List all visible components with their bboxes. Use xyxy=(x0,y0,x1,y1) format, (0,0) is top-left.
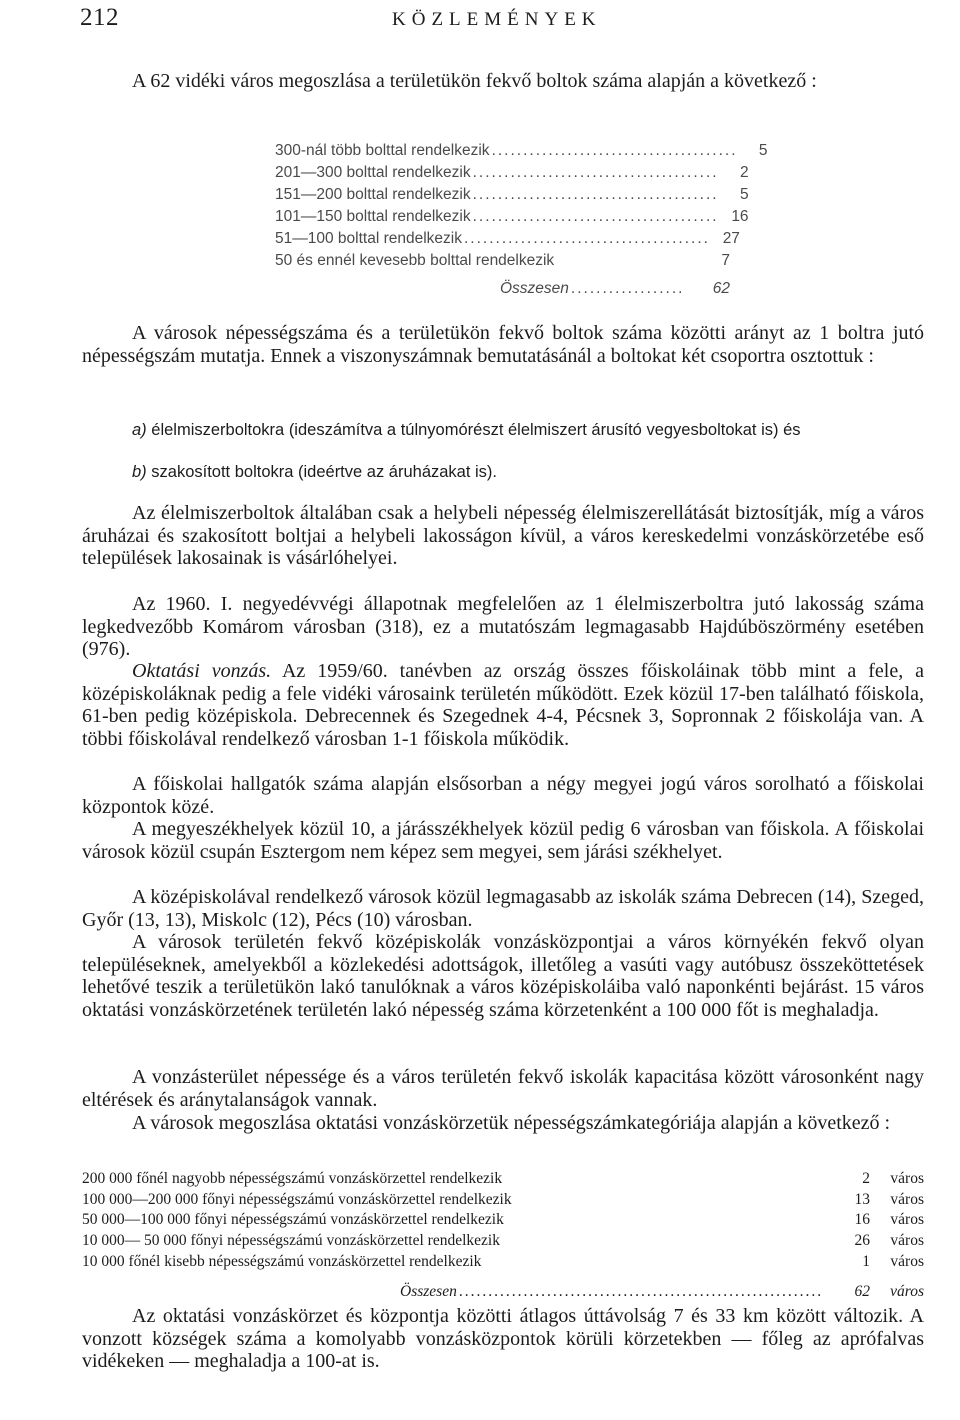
table-row xyxy=(275,142,768,164)
section-run-in-title: Oktatási vonzás. xyxy=(132,660,272,682)
leader-dots: .................. xyxy=(570,280,685,297)
row-value: 26 xyxy=(854,1232,870,1250)
row-value: 5 xyxy=(758,142,768,159)
paragraph-population-ratio: A városok népességszáma és a területükön fekvő boltok száma közötti arányt az 1 boltra jutó népességszám mutatja. Ennek a viszonyszámnak bemutatásánál a boltokat két csoportra osztottuk : xyxy=(82,322,924,367)
row-label: 10 000 főnél kisebb népességszámú vonzáskörzettel rendelkezik xyxy=(82,1252,482,1270)
total-value: 62 xyxy=(854,1283,870,1301)
paragraph-college-students: A főiskolai hallgatók száma alapján elsősorban a négy megyei jogú város sorolható a főiskolai központok közé. xyxy=(82,773,924,818)
paragraph-distribution: A városok megoszlása oktatási vonzáskörzetük népességszámkategóriája alapján a következő : xyxy=(132,1112,891,1134)
paragraph-distance: Az oktatási vonzáskörzet és központja közötti átlagos úttávolság 7 és 33 km között változik. A vonzott községek száma a komolyabb vonzásközpontok körüli körzetekben — főleg az aprófalvas vidékeken — meghaladja a 100-at is. xyxy=(82,1305,924,1373)
paragraph-secondary-schools: A középiskolával rendelkező városok közül legmagasabb az iskolák száma Debrecen (14), Szeged, Győr (13, 13), Miskolc (12), Pécs (10) városban. xyxy=(82,886,924,931)
paragraph-text: Az 1959/60. tanévben az ország összes főiskoláinak több mint a fele, a középiskoláknak pedig a fele vidéki városaink területén működött. Ezek közül 17-ben található főiskola, 61-ben pedig középiskola. Debrecennek és Szegednek 4-4, Pécsnek 3, Sopronnak 2 főiskolája van. A többi főiskolával rendelkező városban 1-1 főiskola működik. xyxy=(82,660,924,750)
table-row xyxy=(275,186,749,208)
row-unit: város xyxy=(890,1232,924,1250)
table-row xyxy=(82,1232,924,1253)
row-label: 50 000—100 000 főnyi népességszámú vonzáskörzettel rendelkezik xyxy=(82,1211,504,1229)
row-value: 2 xyxy=(862,1170,870,1187)
total-label: Összesen xyxy=(400,1283,457,1301)
shop-count-table xyxy=(275,142,768,302)
row-unit: város xyxy=(890,1190,924,1208)
row-label: 200 000 főnél nagyobb népességszámú vonzáskörzettel rendelkezik xyxy=(82,1170,503,1187)
table-row xyxy=(82,1191,924,1212)
paragraph-education xyxy=(82,660,924,750)
catchment-table xyxy=(82,1170,924,1304)
table-row xyxy=(275,230,740,252)
row-label: 51—100 bolttal rendelkezik xyxy=(275,230,462,247)
list-text: élelmiszerboltokra (ideszámítva a túlnyomórészt élelmiszert árusító vegyesboltokat is) és xyxy=(151,421,801,439)
row-value: 7 xyxy=(721,252,730,269)
table-row xyxy=(275,252,730,274)
row-label: 100 000—200 000 főnyi népességszámú vonzáskörzettel rendelkezik xyxy=(82,1190,512,1208)
list-item-a xyxy=(82,420,924,441)
paragraph-catchment: A városok területén fekvő középiskolák vonzásközpontjai a város környékén fekvő olyan településeknek, amelyekből a közlekedési adottságok, illetőleg a vasúti vagy autóbusz összeköttetések lehetővé teszik a területükön lakó tanulóknak a város középiskoláiba való naponkénti bejárást. 15 város oktatási vonzáskörzetének területén lakó népesség száma körzetenként a 100 000 főt is meghaladja. xyxy=(82,931,924,1021)
row-unit: város xyxy=(890,1252,924,1270)
page-number: 212 xyxy=(80,4,119,31)
row-value: 16 xyxy=(731,208,749,225)
table-total-row xyxy=(275,280,730,302)
intro-paragraph: A 62 vidéki város megoszlása a területükön fekvő boltok száma alapján a következő : xyxy=(132,70,817,92)
row-unit: város xyxy=(890,1170,924,1187)
leader-dots: ....................................... xyxy=(463,230,710,247)
table-row xyxy=(275,164,749,186)
row-label: 50 és ennél kevesebb bolttal rendelkezik xyxy=(275,252,555,269)
leader-dots: ....................................... xyxy=(472,186,719,203)
leader-dots: ....................................... xyxy=(472,164,719,181)
row-value: 1 xyxy=(862,1252,870,1270)
leader-dots: ....................................... xyxy=(472,208,719,225)
list-marker: a) xyxy=(132,421,147,439)
row-value: 16 xyxy=(854,1211,870,1229)
table-row xyxy=(82,1253,924,1274)
running-title: KÖZLEMÉNYEK xyxy=(392,9,602,30)
paragraph-capacity: A vonzásterület népessége és a város területén fekvő iskolák kapacitása között városonként nagy eltérések és aránytalanságok vannak. xyxy=(82,1066,924,1111)
table-total-row xyxy=(82,1283,924,1304)
row-value: 27 xyxy=(722,230,740,247)
row-label: 300-nál több bolttal rendelkezik xyxy=(275,142,490,159)
leader-dots: .............................................................. xyxy=(458,1283,824,1301)
row-value: 13 xyxy=(854,1190,870,1208)
row-label: 101—150 bolttal rendelkezik xyxy=(275,208,471,225)
table-row xyxy=(275,208,749,230)
total-value: 62 xyxy=(712,280,730,297)
total-label: Összesen xyxy=(500,280,569,297)
list-item-b xyxy=(82,462,924,483)
row-value: 2 xyxy=(739,164,749,181)
paragraph-county-seats: A megyeszékhelyek közül 10, a járásszékhelyek közül pedig 6 városban van főiskola. A főiskolai városok közül csupán Esztergom nem képez sem megyei, sem járási székhelyet. xyxy=(82,818,924,863)
row-unit: város xyxy=(890,1211,924,1229)
table-row xyxy=(82,1170,924,1191)
page-header xyxy=(80,4,925,40)
row-label: 10 000— 50 000 főnyi népességszámú vonzáskörzettel rendelkezik xyxy=(82,1232,500,1250)
row-label: 151—200 bolttal rendelkezik xyxy=(275,186,471,203)
list-text: szakosított boltokra (ideértve az áruházakat is). xyxy=(151,463,498,481)
row-value: 5 xyxy=(739,186,749,203)
row-label: 201—300 bolttal rendelkezik xyxy=(275,164,471,181)
paragraph-food-shops: Az élelmiszerboltok általában csak a helybeli népesség élelmiszerellátását biztosítják, míg a város áruházai és szakosított boltjai a helybeli lakosságon kívül, a város kereskedelmi vonzáskörzetébe eső települések lakosainak is vásárlóhelyei. xyxy=(82,502,924,570)
table-row xyxy=(82,1211,924,1232)
paragraph-komarom: Az 1960. I. negyedévvégi állapotnak megfelelően az 1 élelmiszerboltra jutó lakosság száma legkedvezőbb Komárom városban (318), ez a mutatószám legmagasabb Hajdúböszörmény esetében (976). xyxy=(82,593,924,661)
list-marker: b) xyxy=(132,463,147,481)
leader-dots: ....................................... xyxy=(491,142,738,159)
total-unit: város xyxy=(890,1283,924,1301)
